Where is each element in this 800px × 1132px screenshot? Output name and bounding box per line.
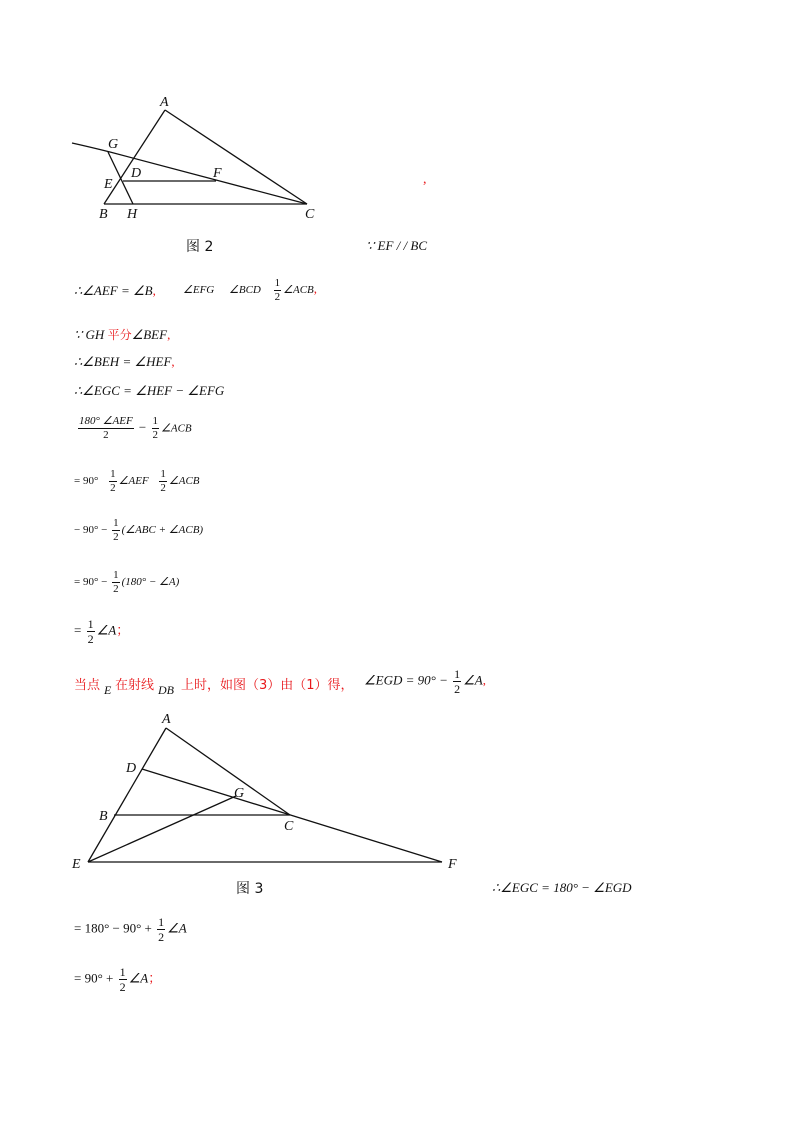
figure-3-diagram (60, 705, 480, 880)
case3-comma: , (482, 672, 486, 688)
l2-gnum: 1 (160, 468, 166, 480)
case3-text-1: 当点 (74, 678, 101, 693)
l3-head: − 90° − (74, 524, 108, 537)
l5-frac (87, 618, 95, 645)
beh-comma: , (171, 354, 175, 369)
r2-fden: 2 (119, 980, 126, 994)
l4-fnum: 1 (113, 569, 119, 581)
line-3 (74, 518, 203, 543)
r2-head: = 90° + (74, 970, 114, 986)
label-G: G (108, 137, 119, 152)
efg-a: ∠EFG (183, 284, 215, 297)
label-E: E (72, 857, 81, 872)
line-1 (76, 416, 192, 441)
l5-fnum: 1 (87, 617, 94, 631)
r1-fden: 2 (158, 930, 165, 944)
label-H: H (127, 207, 138, 222)
aef-eq-b: ∴∠AEF = ∠B (74, 283, 153, 298)
step-egc-180: ∴∠EGC = 180° − ∠EGD (492, 880, 632, 895)
label-G: G (234, 786, 245, 801)
segment-EG (88, 796, 236, 862)
red-comma: , (423, 172, 427, 187)
l2-frac1 (109, 469, 117, 494)
l5-tail: ∠A (96, 622, 117, 638)
efg-den: 2 (274, 291, 281, 303)
case3-frac (453, 668, 461, 695)
l3-fden: 2 (113, 531, 119, 543)
r2-frac (119, 966, 127, 993)
efg-comma: , (313, 281, 318, 297)
l5-fden: 2 (87, 632, 94, 646)
l1-tail: ∠ACB (161, 422, 192, 435)
l5-head: = (74, 622, 82, 638)
case3-fden: 2 (454, 682, 461, 696)
label-C: C (305, 207, 315, 222)
r2-semi: ； (148, 970, 162, 986)
case3-formula (364, 668, 486, 695)
step-egc: ∴∠EGC = ∠HEF − ∠EFG (74, 383, 225, 398)
step-parallel: ∵ EF / / BC (366, 238, 427, 253)
case3-formula-tail: ∠A (463, 672, 483, 688)
l1-minus: − (138, 419, 147, 435)
l4-frac (112, 570, 120, 595)
label-F: F (448, 857, 457, 872)
case3-formula-head: ∠EGD = 90° − (364, 672, 448, 688)
l2-head: = 90° (74, 475, 99, 488)
label-F: F (213, 166, 222, 181)
figure-2-caption: 图 2 (186, 239, 214, 255)
aef-comma: , (152, 283, 156, 298)
figure-3-caption: 图 3 (236, 881, 264, 897)
line-4 (74, 570, 179, 595)
label-A: A (162, 712, 171, 727)
l3-frac (112, 518, 120, 543)
step-beh (74, 354, 175, 370)
segment-AB (104, 110, 165, 204)
segment-GC (72, 143, 307, 204)
figure-2-diagram (60, 90, 340, 230)
l2-gden: 2 (160, 482, 166, 494)
final-row-1 (74, 916, 187, 943)
segment-AC (165, 110, 307, 204)
label-B: B (99, 207, 108, 222)
label-D: D (131, 166, 142, 181)
l2-mid: ∠AEF (118, 475, 149, 488)
efg-b: ∠BCD (229, 284, 261, 297)
line-2 (74, 469, 200, 494)
segment-AC (166, 728, 290, 815)
step-efg (183, 278, 317, 303)
gh-b: 平分 (107, 328, 132, 342)
l3-fnum: 1 (113, 517, 119, 529)
l3-tail: (∠ABC + ∠ACB) (121, 524, 204, 537)
case3-text-3: 上时，如图（3）由（1）得， (181, 678, 354, 693)
l4-head: = 90° − (74, 576, 108, 589)
step-gh (74, 326, 170, 343)
case3-fnum: 1 (454, 667, 461, 681)
l2-fnum: 1 (110, 468, 116, 480)
l1-num: 180° ∠AEF (79, 415, 133, 427)
r2-tail: ∠A (128, 970, 149, 986)
case3-DB: DB (158, 683, 174, 697)
label-E: E (104, 177, 113, 192)
label-C: C (284, 819, 294, 834)
r1-tail: ∠A (167, 920, 187, 936)
l1-fden: 2 (152, 429, 159, 441)
l1-fraction (78, 416, 134, 441)
case3-text-2: 在射线 (115, 678, 155, 693)
l4-tail: (180° − ∠A) (121, 576, 180, 589)
l2-fden: 2 (110, 482, 116, 494)
gh-c: ∠BEF (131, 327, 168, 342)
line-5 (74, 618, 129, 645)
label-D: D (126, 761, 137, 776)
l5-semi: ； (116, 622, 130, 638)
r2-fnum: 1 (119, 965, 126, 979)
segment-AE (88, 728, 166, 862)
l1-frac2 (152, 416, 160, 441)
efg-fraction (274, 278, 282, 303)
case3-E: E (104, 683, 112, 697)
r1-fnum: 1 (158, 915, 165, 929)
efg-num: 1 (274, 277, 281, 289)
l2-frac2 (159, 469, 167, 494)
step-aef (74, 283, 156, 299)
l4-fden: 2 (113, 583, 119, 595)
beh-text: ∴∠BEH = ∠HEF (74, 354, 172, 369)
gh-a: ∵ GH (74, 327, 105, 342)
r1-head: = 180° − 90° + (74, 920, 152, 936)
l1-den: 2 (103, 429, 109, 441)
label-B: B (99, 809, 108, 824)
efg-c: ∠ACB (283, 284, 314, 297)
r1-frac (157, 916, 165, 943)
l1-fnum: 1 (152, 415, 159, 427)
label-A: A (160, 95, 169, 110)
l2-tail: ∠ACB (168, 475, 200, 488)
gh-comma: , (167, 327, 171, 342)
final-row-2 (74, 966, 161, 993)
